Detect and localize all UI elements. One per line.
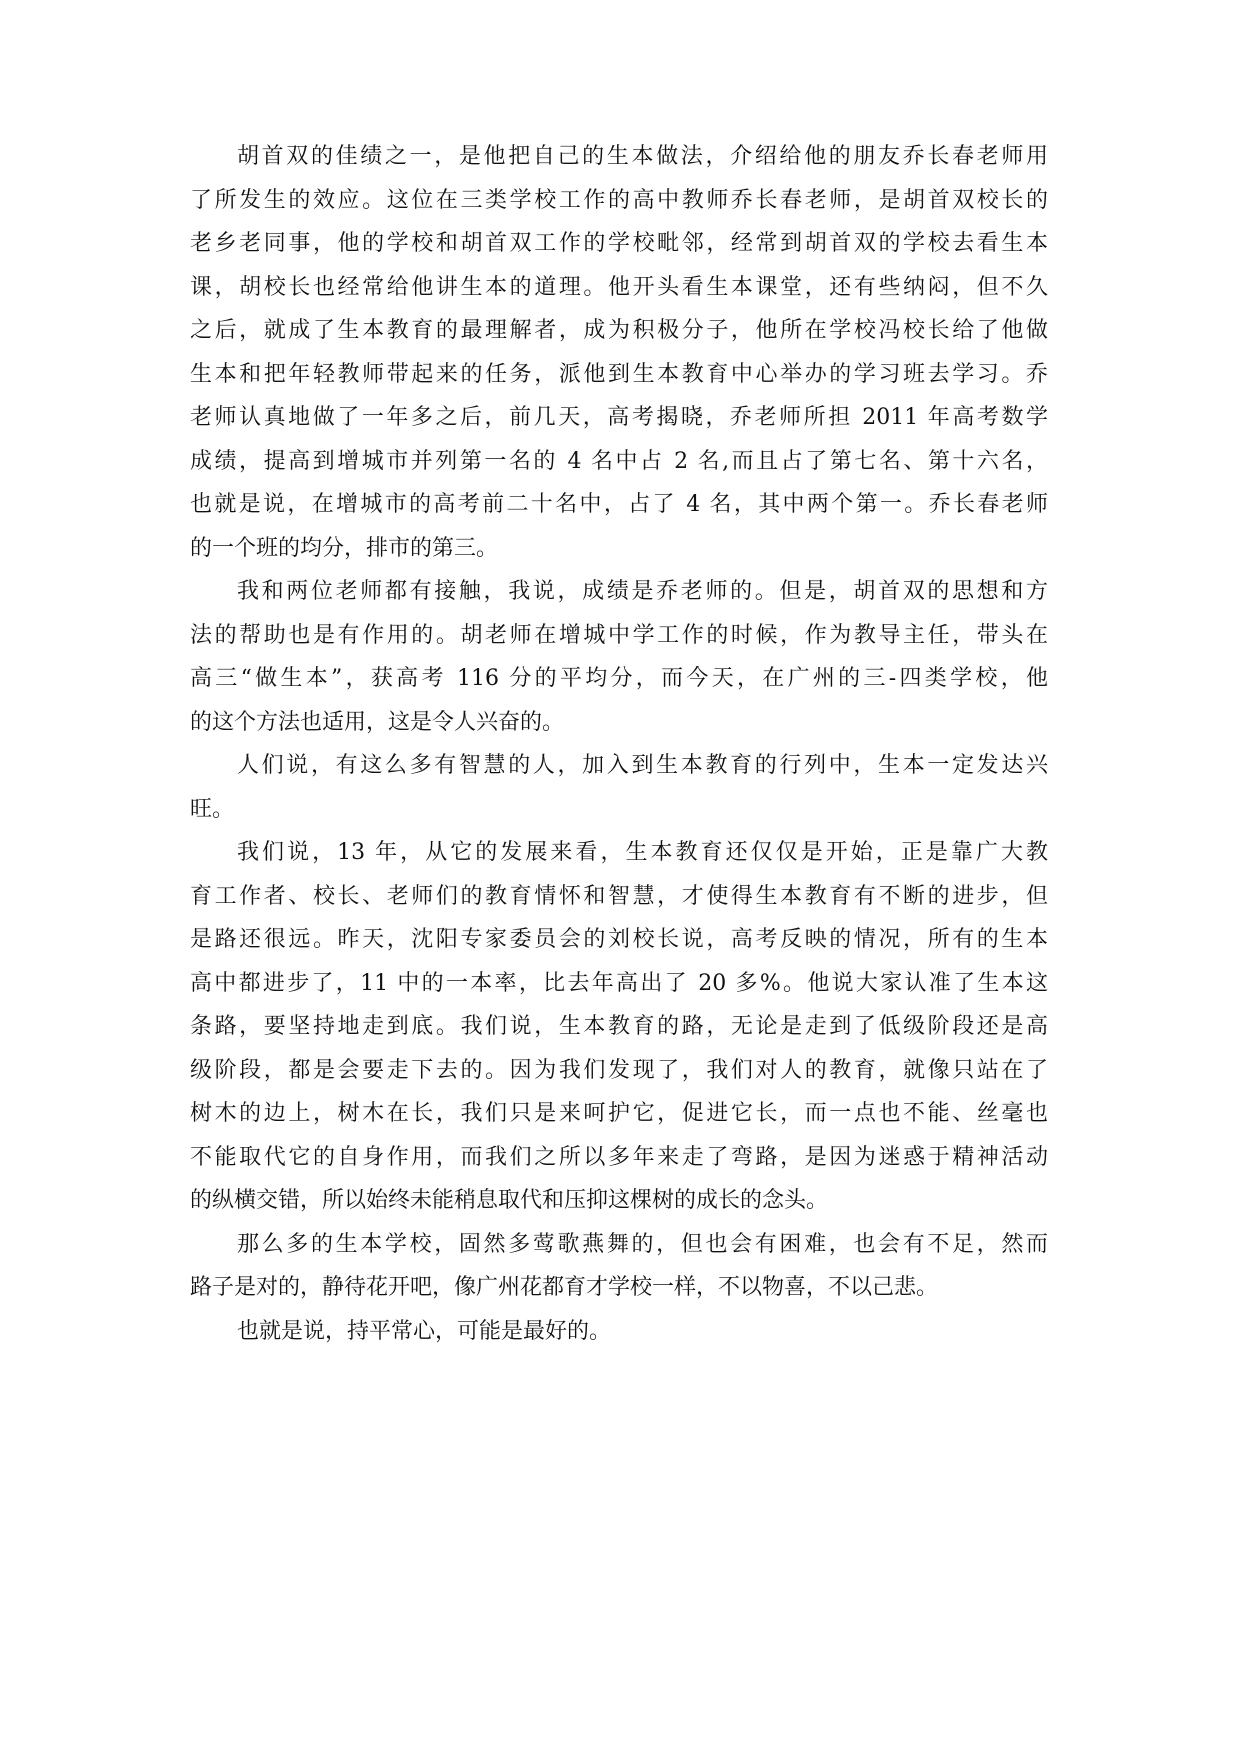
text-line: 是路还很远。昨天，沈阳专家委员会的刘校长说，高考反映的情况，所有的生本	[190, 927, 1048, 952]
text-line: 成绩，提高到增城市并列第一名的 4 名中占 2 名,而且占了第七名、第十六名，	[190, 448, 1048, 474]
paragraph-4	[190, 831, 1048, 1223]
text-line: 育工作者、校长、老师们的教育情怀和智慧，才使得生本教育有不断的进步，但	[190, 883, 1048, 909]
text-line: 生本和把年轻教师带起来的任务，派他到生本教育中心举办的学习班去学习。乔	[190, 361, 1048, 387]
paragraph-2	[190, 570, 1048, 744]
text-line: 人们说，有这么多有智慧的人，加入到生本教育的行列中，生本一定发达兴	[237, 753, 1048, 778]
text-line: 旺。	[190, 796, 235, 822]
paragraph-1	[190, 135, 1048, 570]
text-line: 我们说，13 年，从它的发展来看，生本教育还仅仅是开始，正是靠广大教	[237, 840, 1048, 865]
text-line: 之后，就成了生本教育的最理解者，成为积极分子，他所在学校冯校长给了他做	[190, 318, 1048, 343]
text-line: 那么多的生本学校，固然多莺歌燕舞的，但也会有困难，也会有不足，然而	[237, 1231, 1048, 1257]
text-line: 我和两位老师都有接触，我说，成绩是乔老师的。但是，胡首双的思想和方	[237, 579, 1048, 604]
text-line: 老师认真地做了一年多之后，前几天，高考揭晓，乔老师所担 2011 年高考数学	[190, 405, 1048, 430]
text-line: 也就是说，持平常心，可能是最好的。	[237, 1318, 612, 1344]
paragraph-6	[190, 1310, 1048, 1354]
text-line: 的这个方法也适用，这是令人兴奋的。	[190, 709, 565, 735]
paragraph-3	[190, 744, 1048, 831]
text-line: 了所发生的效应。这位在三类学校工作的高中教师乔长春老师，是胡首双校长的	[190, 187, 1048, 213]
document-body	[190, 135, 1048, 1353]
text-line: 胡首双的佳绩之一，是他把自己的生本做法，介绍给他的朋友乔长春老师用	[237, 144, 1048, 169]
text-line: 老乡老同事，他的学校和胡首双工作的学校毗邻，经常到胡首双的学校去看生本	[190, 231, 1048, 256]
text-line: 也就是说，在增城市的高考前二十名中，占了 4 名，其中两个第一。乔长春老师	[190, 492, 1048, 517]
text-line: 的纵横交错，所以始终未能稍息取代和压抑这棵树的成长的念头。	[190, 1188, 829, 1213]
text-line: 条路，要坚持地走到底。我们说，生本教育的路，无论是走到了低级阶段还是高	[190, 1014, 1048, 1039]
text-line: 的一个班的均分，排市的第三。	[190, 535, 499, 561]
text-line: 树木的边上，树木在长，我们只是来呵护它，促进它长，而一点也不能、丝毫也	[190, 1101, 1048, 1126]
text-line: 级阶段，都是会要走下去的。因为我们发现了，我们对人的教育，就像只站在了	[190, 1057, 1048, 1083]
text-line: 不能取代它的自身作用，而我们之所以多年来走了弯路，是因为迷惑于精神活动	[190, 1144, 1048, 1170]
text-line: 路子是对的，静待花开吧，像广州花都育才学校一样，不以物喜，不以己悲。	[190, 1275, 939, 1300]
text-line: 高三“做生本”，获高考 116 分的平均分，而今天，在广州的三-四类学校，他	[190, 666, 1048, 691]
text-line: 高中都进步了，11 中的一本率，比去年高出了 20 多%。他说大家认准了生本这	[190, 970, 1048, 996]
text-line: 法的帮助也是有作用的。胡老师在增城中学工作的时候，作为教导主任，带头在	[190, 622, 1048, 648]
text-line: 课，胡校长也经常给他讲生本的道理。他开头看生本课堂，还有些纳闷，但不久	[190, 274, 1048, 300]
paragraph-5	[190, 1223, 1048, 1310]
